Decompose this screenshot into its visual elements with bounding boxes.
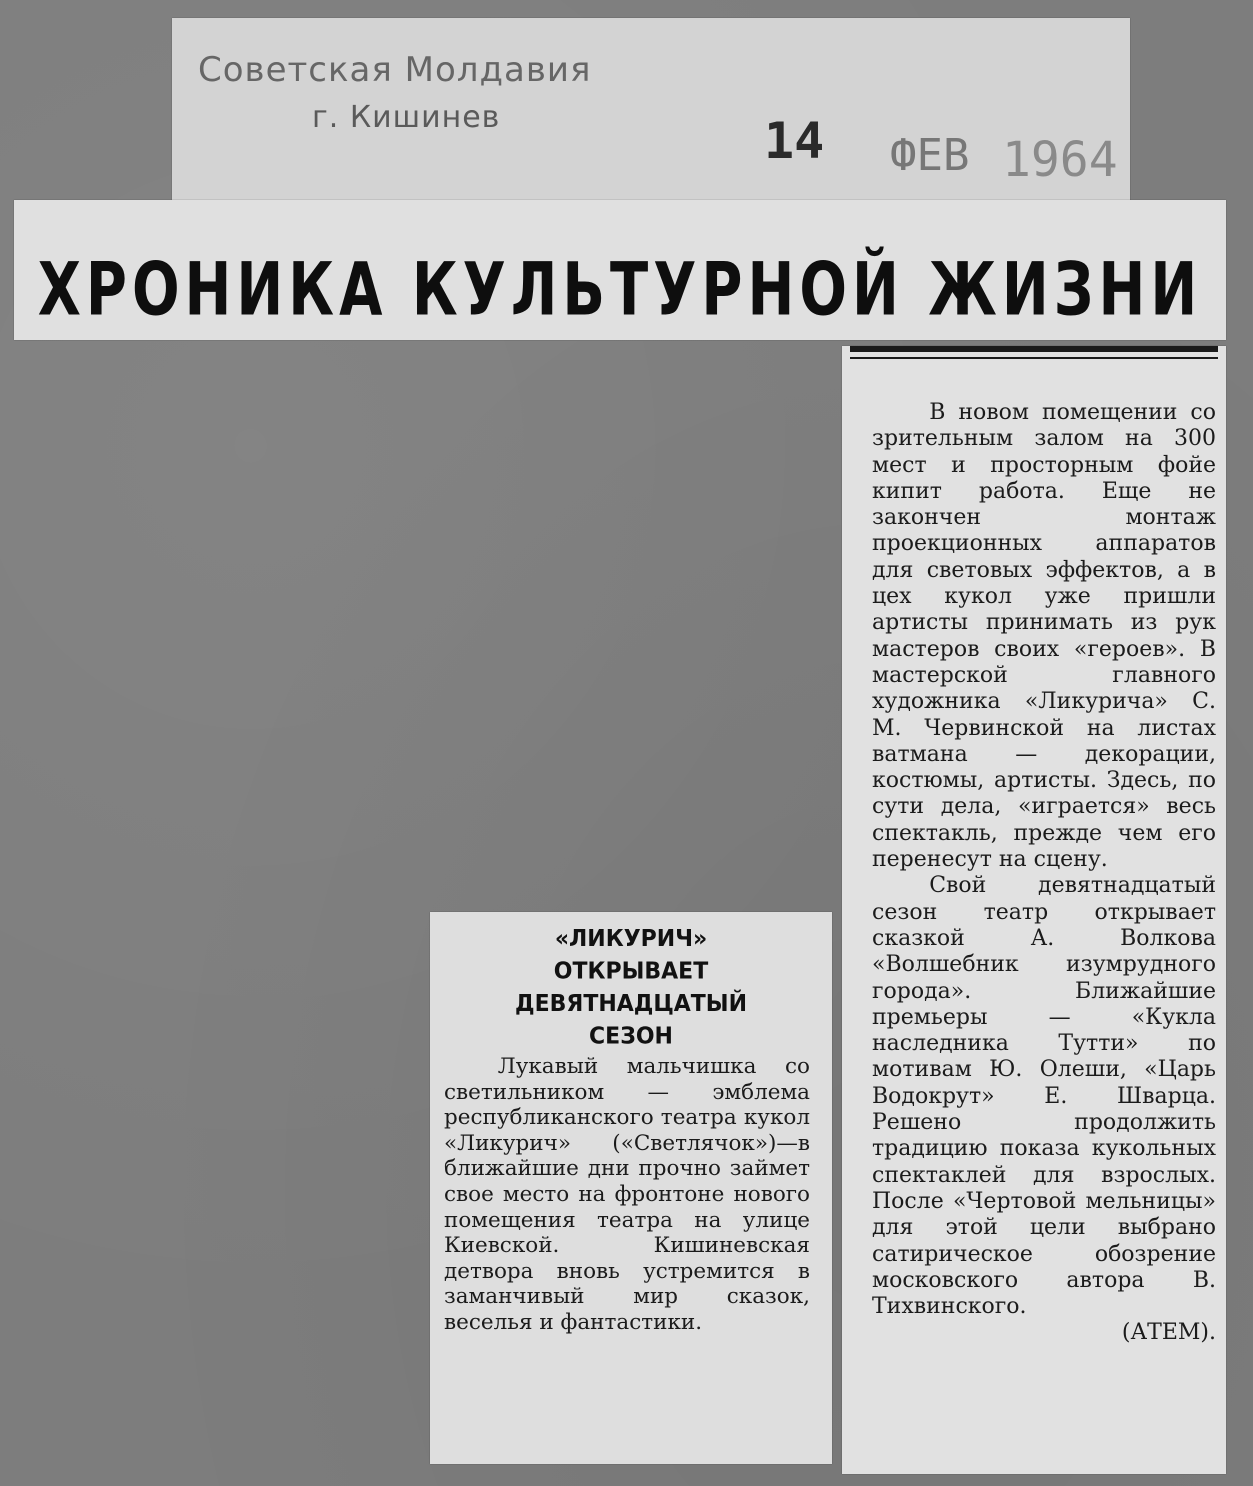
article-clipping — [430, 912, 832, 1464]
article-title-line-3: ДЕВЯТНАДЦАТЫЙ — [514, 991, 748, 1018]
newspaper-city: г. Кишинев — [312, 100, 501, 135]
article-body — [444, 1054, 810, 1336]
article-title — [430, 923, 832, 1053]
stamp-date-day: 14 — [764, 112, 825, 170]
headline-strip — [14, 200, 1226, 340]
article-title-line-4: СЕЗОН — [589, 1023, 673, 1050]
column-rule-thin — [850, 357, 1218, 359]
article-signature: (АТЕМ). — [1121, 1320, 1216, 1346]
article-title-line-1: «ЛИКУРИЧ» — [554, 926, 708, 953]
article-paragraph-3: Свой девятнадцатый сезон театр открывает сказкой А. Волкова «Волшебник изумрудного города». Ближайшие премьеры — «Кукла наследника Тутти» по мотивам Ю. Олеши, «Царь Водокрут» Е. Шварца. Решено продолжить традицию показа кукольных спектаклей для взрослых. После «Чертовой мельницы» для этой цели выбрано сатирическое обозрение московского автора В. Тихвинского. — [872, 873, 1216, 1320]
section-headline: ХРОНИКА КУЛЬТУРНОЙ ЖИЗНИ — [37, 248, 1203, 333]
newspaper-name: Советская Молдавия — [198, 50, 592, 90]
stamp-date-month: ФЕВ — [890, 130, 970, 181]
article-continuation-column — [842, 346, 1226, 1474]
column-text — [872, 400, 1216, 1347]
article-paragraph-1: Лукавый мальчишка со светильником — эмблема республиканского театра кукол «Ликурич» («Светлячок»)—в ближайшие дни прочно займет свое место на фронтоне нового помещения театра на улице Киевской. Кишиневская детвора вновь устремится в заманчивый мир сказок, веселья и фантастики. — [444, 1054, 810, 1335]
column-rule-thick — [850, 346, 1218, 352]
newspaper-stamp-label — [172, 18, 1130, 208]
article-paragraph-2: В новом помещении со зрительным залом на 300 мест и просторным фойе кипит работа. Еще не закончен монтаж проекционных аппаратов для световых эффектов, а в цех кукол уже пришли артисты принимать из рук мастеров своих «героев». В мастерской главного художника «Ликурича» С. М. Червинской на листах ватмана — декорации, костюмы, артисты. Здесь, по сути дела, «играется» весь спектакль, прежде чем его перенесут на сцену. — [872, 400, 1216, 873]
article-title-line-2: ОТКРЫВАЕТ — [553, 958, 709, 985]
stamp-date-year: 1964 — [1002, 132, 1118, 188]
